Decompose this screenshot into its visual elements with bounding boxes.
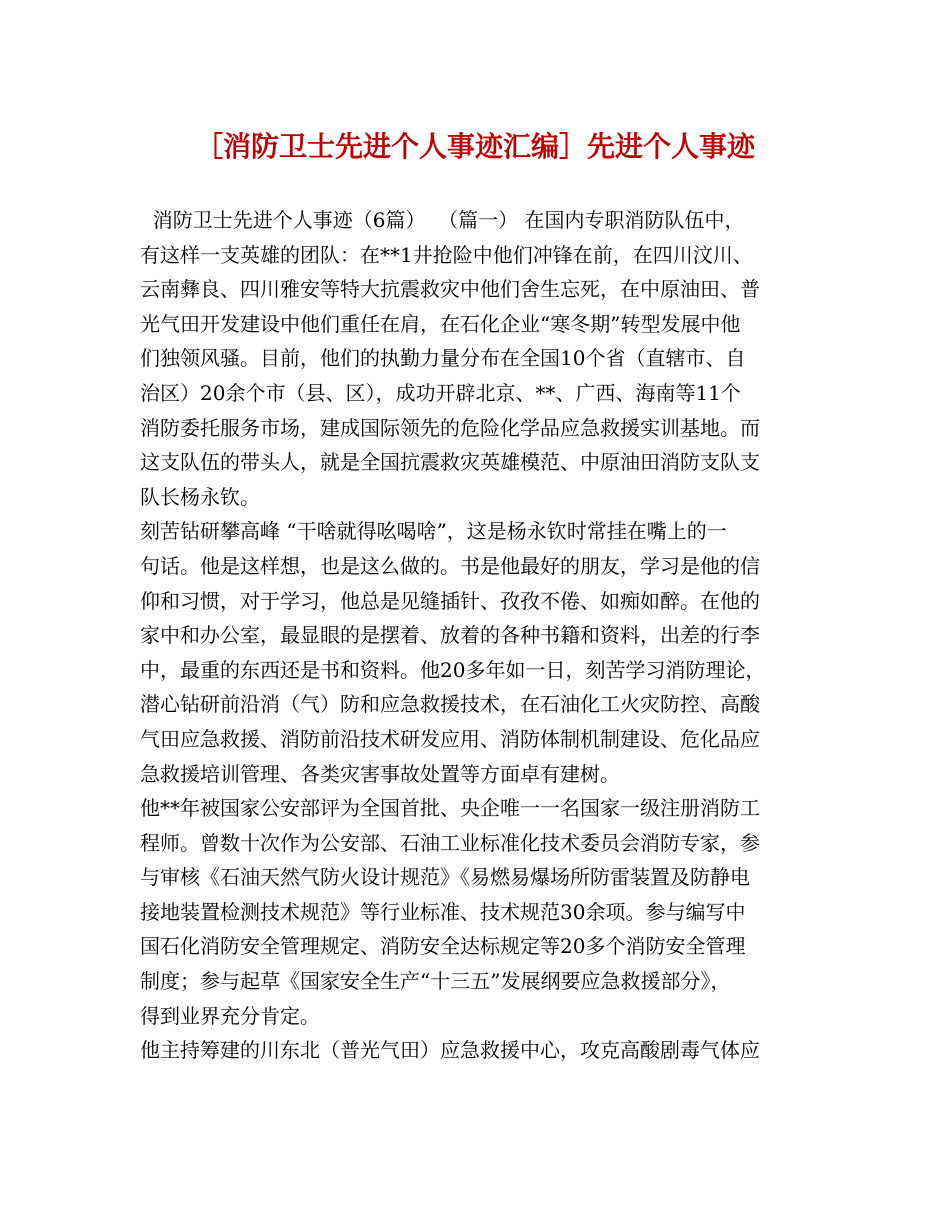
body-line: 程师。曾数十次作为公安部、石油工业标准化技术委员会消防专家，参 [140,830,760,855]
body-line: 急救援培训管理、各类灾害事故处置等方面卓有建树。 [140,761,620,786]
body-line: 潜心钻研前沿消（气）防和应急救援技术，在石油化工火灾防控、高酸 [140,692,760,717]
body-line: 仰和习惯，对于学习，他总是见缝插针、孜孜不倦、如痴如醉。在他的 [140,588,760,613]
body-line: 他主持筹建的川东北（普光气田）应急救援中心，攻克高酸剧毒气体应 [140,1038,760,1063]
body-line: 消防委托服务市场，建成国际领先的危险化学品应急救援实训基地。而 [140,415,760,440]
body-line: 得到业界充分肯定。 [140,1003,320,1028]
body-line: 治区）20余个市（县、区），成功开辟北京、**、广西、海南等11个 [140,380,741,405]
body-line: 有这样一支英雄的团队：在**1井抢险中他们冲锋在前，在四川汶川、 [140,242,753,267]
body-line: 气田应急救援、消防前沿技术研发应用、消防体制机制建设、危化品应 [140,726,760,751]
body-line: 中，最重的东西还是书和资料。他20多年如一日，刻苦学习消防理论， [140,657,766,682]
body-line: 家中和办公室，最显眼的是摆着、放着的各种书籍和资料，出差的行李 [140,623,760,648]
body-line: 与审核《石油天然气防火设计规范》《易燃易爆场所防雷装置及防静电 [140,865,750,890]
body-line: 们独领风骚。目前，他们的执勤力量分布在全国10个省（直辖市、自 [140,346,746,371]
document-body [140,203,825,1068]
document-title: ［消防卫士先进个人事迹汇编］先进个人事迹 [194,130,755,163]
body-line: 这支队伍的带头人，就是全国抗震救灾英雄模范、中原油田消防支队支 [140,450,760,475]
body-line: 制度；参与起草《国家安全生产“十三五”发展纲要应急救援部分》， [140,969,731,994]
body-line: 消防卫士先进个人事迹（6篇） （篇一） 在国内专职消防队伍中， [140,208,745,232]
body-line: 句话。他是这样想，也是这么做的。书是他最好的朋友，学习是他的信 [140,553,760,578]
body-line: 他**年被国家公安部评为全国首批、央企唯一一名国家一级注册消防工 [140,796,760,821]
body-line: 接地装置检测技术规范》等行业标准、技术规范30余项。参与编写中 [140,899,746,924]
body-line: 云南彝良、四川雅安等特大抗震救灾中他们舍生忘死，在中原油田、普 [140,277,760,302]
body-line: 国石化消防安全管理规定、消防安全达标规定等20多个消防安全管理 [140,934,746,959]
body-line: 光气田开发建设中他们重任在肩，在石化企业“寒冬期”转型发展中他 [140,311,741,336]
body-line: 刻苦钻研攀高峰 “干啥就得吆喝啥”，这是杨永钦时常挂在嘴上的一 [140,519,727,544]
body-line: 队长杨永钦。 [140,484,260,509]
